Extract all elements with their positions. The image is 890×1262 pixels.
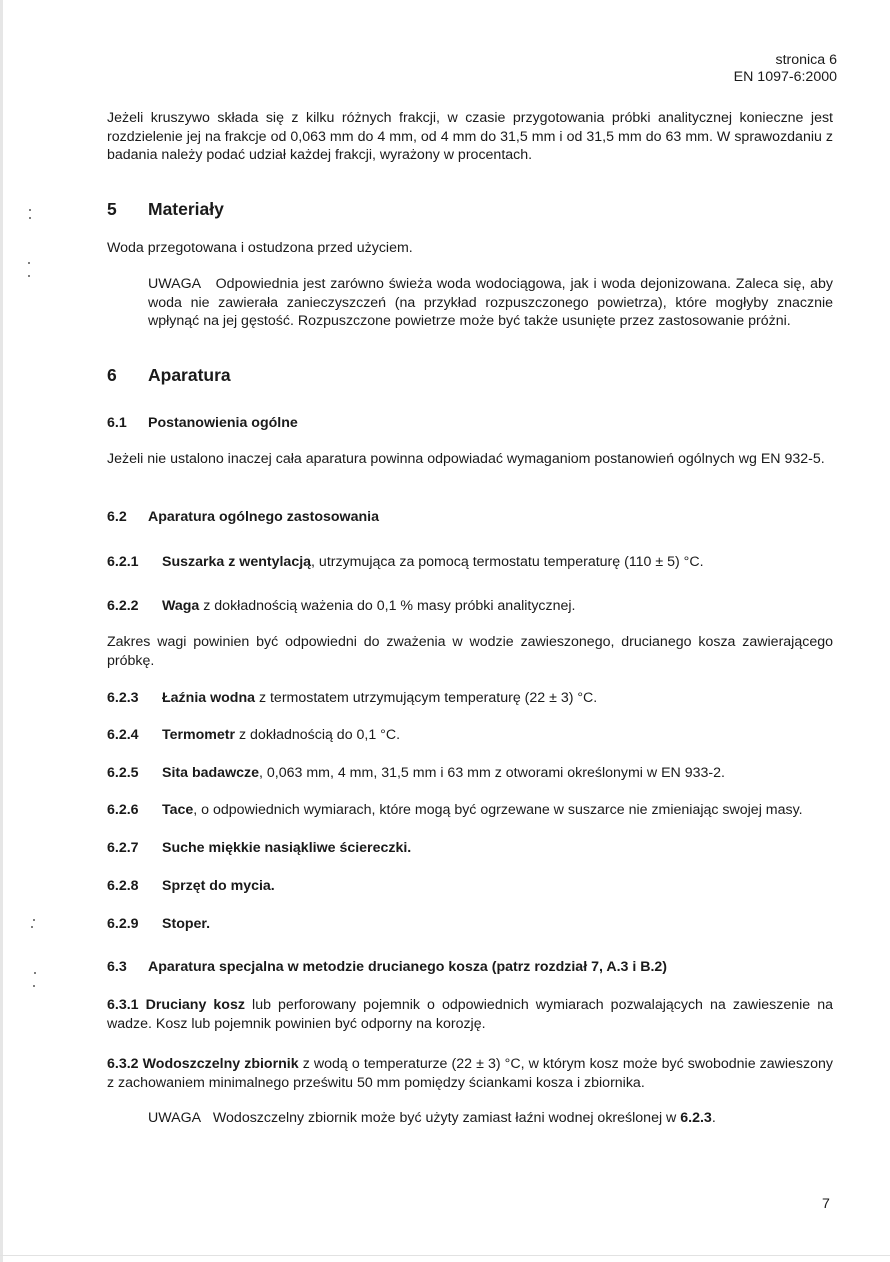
clause-number: 6.2.9: [107, 916, 139, 932]
clause-number: 6.2.7: [107, 840, 139, 856]
note-paragraph: [148, 275, 833, 331]
section-6-3-heading: [107, 958, 667, 977]
clause-text: , o odpowiednich wymiarach, które mogą być ogrzewane w suszarce nie zmieniając swojej masy.: [193, 802, 803, 818]
clause-text: z termostatem utrzymującym temperaturę (22 ± 3) °C.: [255, 690, 598, 706]
scan-speck: [28, 275, 30, 277]
note-end: .: [711, 1110, 716, 1126]
subsection-title: Postanowienia ogólne: [148, 415, 298, 431]
clause-title: Suszarka z wentylacją: [162, 554, 312, 570]
section-number: 5: [107, 199, 117, 219]
section-title: Aparatura: [148, 365, 231, 385]
clause-text: , 0,063 mm, 4 mm, 31,5 mm i 63 mm z otworami określonymi w EN 933-2.: [259, 765, 725, 781]
scan-speck: [28, 262, 30, 264]
clause-text: z dokładnością ważenia do 0,1 % masy próbki analitycznej.: [199, 598, 576, 614]
note-label: UWAGA: [148, 1110, 202, 1126]
subsection-title: Aparatura ogólnego zastosowania: [148, 509, 379, 525]
item-6-3-1: [107, 996, 833, 1033]
intro-paragraph: Jeżeli kruszywo składa się z kilku różnych frakcji, w czasie przygotowania próbki analitycznej konieczne jest rozdzielenie jej na frakcje od 0,063 mm do 4 mm, od 4 mm do 31,5 mm i od 31,5 mm do 63 mm. W sprawozdaniu z badania należy podać udział każdej frakcji, wyrażony w procentach.: [107, 110, 833, 163]
item-6-2-4: [107, 726, 833, 745]
clause-title: Sprzęt do mycia.: [162, 878, 275, 894]
clause-title: Termometr: [162, 727, 236, 743]
clause-number: 6.2.1: [107, 554, 139, 570]
clause-text: , utrzymująca za pomocą termostatu temperaturę (110 ± 5) °C.: [311, 554, 704, 570]
page-label: stronica 6: [775, 52, 837, 68]
clause-number: 6.2.5: [107, 765, 139, 781]
section-6-1-text: Jeżeli nie ustalono inaczej cała aparatura powinna odpowiadać wymaganiom postanowień ogólnych wg EN 932-5.: [107, 451, 825, 467]
clause-title: Sita badawcze: [162, 765, 259, 781]
section-6-2-heading: [107, 508, 379, 527]
item-6-2-9: [107, 915, 833, 934]
scan-speck: [29, 217, 31, 219]
clause-number: 6.2.4: [107, 727, 139, 743]
section-5-heading: [107, 200, 224, 219]
note-text: Odpowiednia jest zarówno świeża woda wodociągowa, jak i woda dejonizowana. Zaleca się, aby woda nie zawierała zanieczyszczeń (na przykład rozpuszczonego powietrza), które mogłyby znacznie wpłynąć na jej gęstość. Rozpuszczone powietrze może być także usunięte przez zastosowanie próżni.: [148, 276, 834, 329]
scan-speck: [33, 919, 35, 921]
clause-number: 6.2.3: [107, 690, 139, 706]
scan-speck: [31, 926, 33, 928]
section-5-text: Woda przegotowana i ostudzona przed użyciem.: [107, 240, 413, 256]
subsection-number: 6.2: [107, 509, 127, 525]
section-title: Materiały: [148, 199, 224, 219]
clause-title: Druciany kosz: [145, 997, 245, 1013]
note-text: Wodoszczelny zbiornik może być użyty zamiast łaźni wodnej określonej w: [212, 1110, 681, 1126]
scan-speck: [34, 972, 36, 974]
note-reference: 6.2.3: [680, 1110, 712, 1126]
subsection-title: Aparatura specjalna w metodzie drucianego kosza (patrz rozdział 7, A.3 i B.2): [148, 959, 668, 975]
clause-title: Tace: [162, 802, 194, 818]
clause-text: z dokładnością do 0,1 °C.: [235, 727, 401, 743]
page-number: 7: [822, 1196, 830, 1212]
waga-range-text: Zakres wagi powinien być odpowiedni do zważenia w wodzie zawieszonego, drucianego kosza zawierającego próbkę.: [107, 634, 833, 669]
clause-number: 6.3.2: [107, 1056, 139, 1072]
note-2-paragraph: [148, 1109, 833, 1128]
section-6-heading: [107, 366, 231, 385]
clause-title: Wodoszczelny zbiornik: [142, 1056, 299, 1072]
item-6-2-2: [107, 597, 833, 616]
clause-title: Waga: [162, 598, 200, 614]
item-6-2-6: [107, 801, 833, 820]
item-6-2-8: [107, 877, 833, 896]
scan-edge: [0, 0, 3, 1262]
item-6-2-7: [107, 839, 833, 858]
clause-text: z wodą o temperaturze (22 ± 3) °C, w którym kosz może być swobodnie zawieszony z zachowaniem minimalnego prześwitu 50 mm pomiędzy ściankami kosza i zbiornika.: [107, 1056, 833, 1091]
clause-title: Suche miękkie nasiąkliwe ściereczki.: [162, 840, 412, 856]
clause-title: Stoper.: [162, 916, 211, 932]
scan-speck: [33, 985, 35, 987]
subsection-number: 6.3: [107, 959, 127, 975]
item-6-2-3: [107, 689, 833, 708]
item-6-2-1: [107, 553, 833, 572]
scan-bottom-edge: [0, 1255, 890, 1256]
clause-number: 6.3.1: [107, 997, 139, 1013]
item-6-2-5: [107, 764, 833, 783]
section-number: 6: [107, 365, 117, 385]
scan-speck: [29, 209, 31, 211]
clause-number: 6.2.6: [107, 802, 139, 818]
section-6-1-heading: [107, 414, 298, 433]
note-label: UWAGA: [148, 276, 202, 292]
clause-number: 6.2.8: [107, 878, 139, 894]
subsection-number: 6.1: [107, 415, 127, 431]
clause-number: 6.2.2: [107, 598, 139, 614]
document-id: EN 1097-6:2000: [733, 69, 837, 85]
item-6-3-2: [107, 1055, 833, 1092]
clause-title: Łaźnia wodna: [162, 690, 256, 706]
clause-text: lub perforowany pojemnik o odpowiednich wymiarach pozwalających na zawieszenie na wadze. Kosz lub pojemnik powinien być odporny na korozję.: [107, 997, 833, 1032]
